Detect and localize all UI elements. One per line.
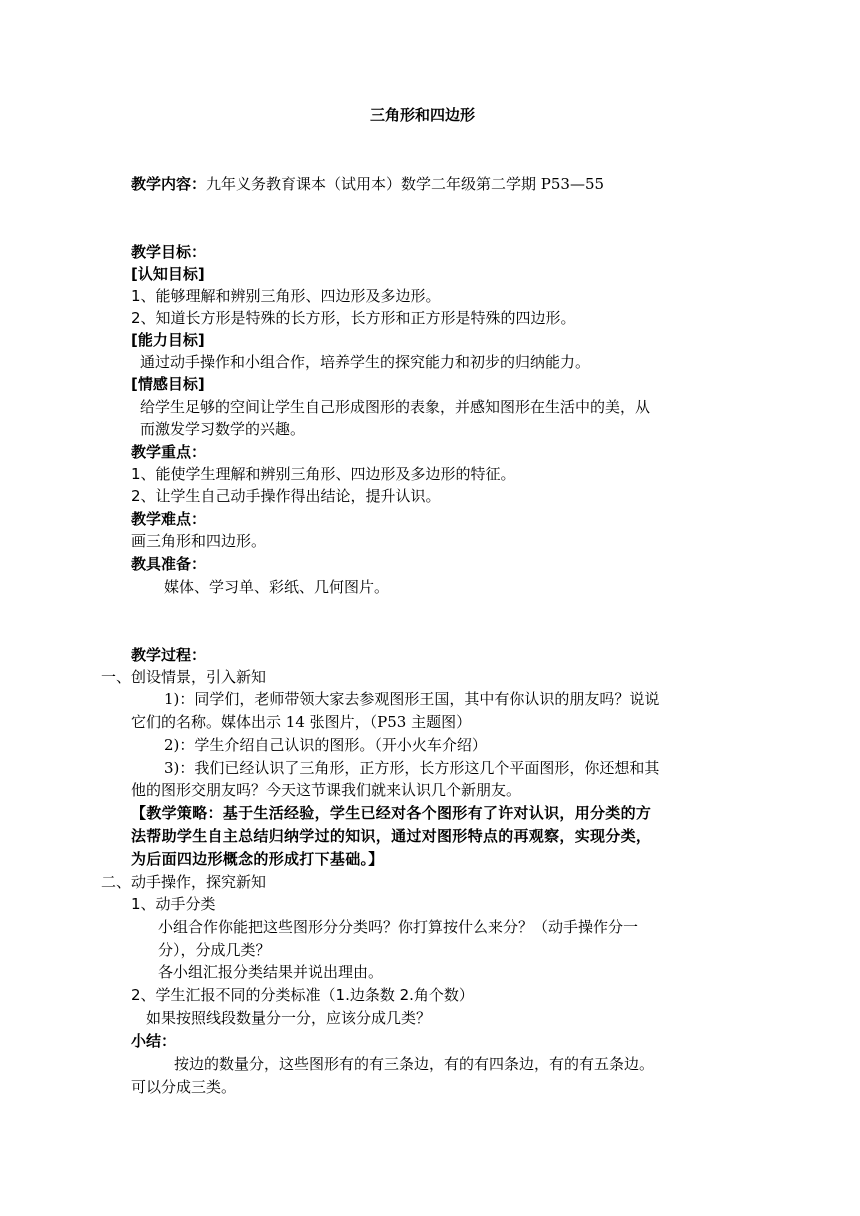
emotion-goal-heading: [情感目标] — [131, 375, 205, 393]
key-points-heading: 教学重点： — [131, 443, 207, 461]
section-2-sub-1: 1、动手分类 — [131, 895, 216, 913]
section-1-step-1-line-2: 它们的名称。媒体出示 14 张图片，（P53 主题图） — [131, 713, 472, 731]
process-heading: 教学过程： — [131, 646, 207, 664]
teaching-content-label: 教学内容： — [131, 175, 207, 193]
section-1-heading: 一、创设情景，引入新知 — [101, 668, 267, 686]
section-2-sub-1-line-3: 各小组汇报分类结果并说出理由。 — [158, 963, 384, 981]
teaching-strategy-line-3: 为后面四边形概念的形成打下基础。】 — [131, 850, 384, 868]
ability-goal-heading: [能力目标] — [131, 331, 205, 349]
section-2-sub-2: 2、学生汇报不同的分类标准（1.边条数 2.角个数） — [131, 986, 474, 1004]
teaching-strategy-line-2: 法帮助学生自主总结归纳学过的知识，通过对图形特点的再观察，实现分类， — [131, 827, 652, 845]
cognitive-goal-heading: [认知目标] — [131, 265, 205, 283]
summary-heading: 小结： — [131, 1032, 177, 1050]
document-title: 三角形和四边形 — [370, 106, 476, 124]
section-2-heading: 二、动手操作，探究新知 — [101, 873, 267, 891]
difficulties-heading: 教学难点： — [131, 510, 207, 528]
teaching-strategy-line-1: 【教学策略：基于生活经验，学生已经对各个图形有了许对认识，用分类的方 — [131, 804, 652, 822]
teaching-content-text: 九年义务教育课本（试用本）数学二年级第二学期 P53—55 — [206, 175, 605, 193]
section-1-step-1-line-1: 1)：同学们，老师带领大家去参观图形王国，其中有你认识的朋友吗？说说 — [164, 690, 660, 708]
section-2-sub-2-text: 如果按照线段数量分一分，应该分成几类？ — [146, 1009, 432, 1027]
materials-heading: 教具准备： — [131, 555, 207, 573]
section-1-step-2: 2)：学生介绍自己认识的图形。（开小火车介绍） — [164, 736, 487, 754]
teaching-content — [131, 173, 604, 195]
ability-goal-text: 通过动手操作和小组合作，培养学生的探究能力和初步的归纳能力。 — [140, 353, 591, 371]
summary-line-1: 按边的数量分，这些图形有的有三条边，有的有四条边，有的有五条边。 — [174, 1055, 655, 1073]
key-point-item-1: 1、能使学生理解和辨别三角形、四边形及多边形的特征。 — [131, 465, 516, 483]
section-2-sub-1-line-2: 分），分成几类？ — [158, 941, 271, 959]
section-1-step-3-line-1: 3)：我们已经认识了三角形，正方形，长方形这几个平面图形，你还想和其 — [164, 759, 660, 777]
key-point-item-2: 2、让学生自己动手操作得出结论，提升认识。 — [131, 487, 441, 505]
emotion-goal-line-1: 给学生足够的空间让学生自己形成图形的表象，并感知图形在生活中的美，从 — [140, 398, 651, 416]
materials-text: 媒体、学习单、彩纸、几何图片。 — [164, 578, 390, 596]
emotion-goal-line-2: 而激发学习数学的兴趣。 — [140, 420, 306, 438]
cognitive-goal-item-1: 1、能够理解和辨别三角形、四边形及多边形。 — [131, 287, 441, 305]
cognitive-goal-item-2: 2、知道长方形是特殊的长方形，长方形和正方形是特殊的四边形。 — [131, 309, 576, 327]
goals-heading: 教学目标： — [131, 243, 207, 261]
summary-line-2: 可以分成三类。 — [131, 1078, 237, 1096]
section-2-sub-1-line-1: 小组合作你能把这些图形分分类吗？你打算按什么来分？（动手操作分一 — [158, 918, 639, 936]
difficulties-text: 画三角形和四边形。 — [131, 532, 267, 550]
section-1-step-3-line-2: 他的图形交朋友吗？今天这节课我们就来认识几个新朋友。 — [131, 781, 522, 799]
